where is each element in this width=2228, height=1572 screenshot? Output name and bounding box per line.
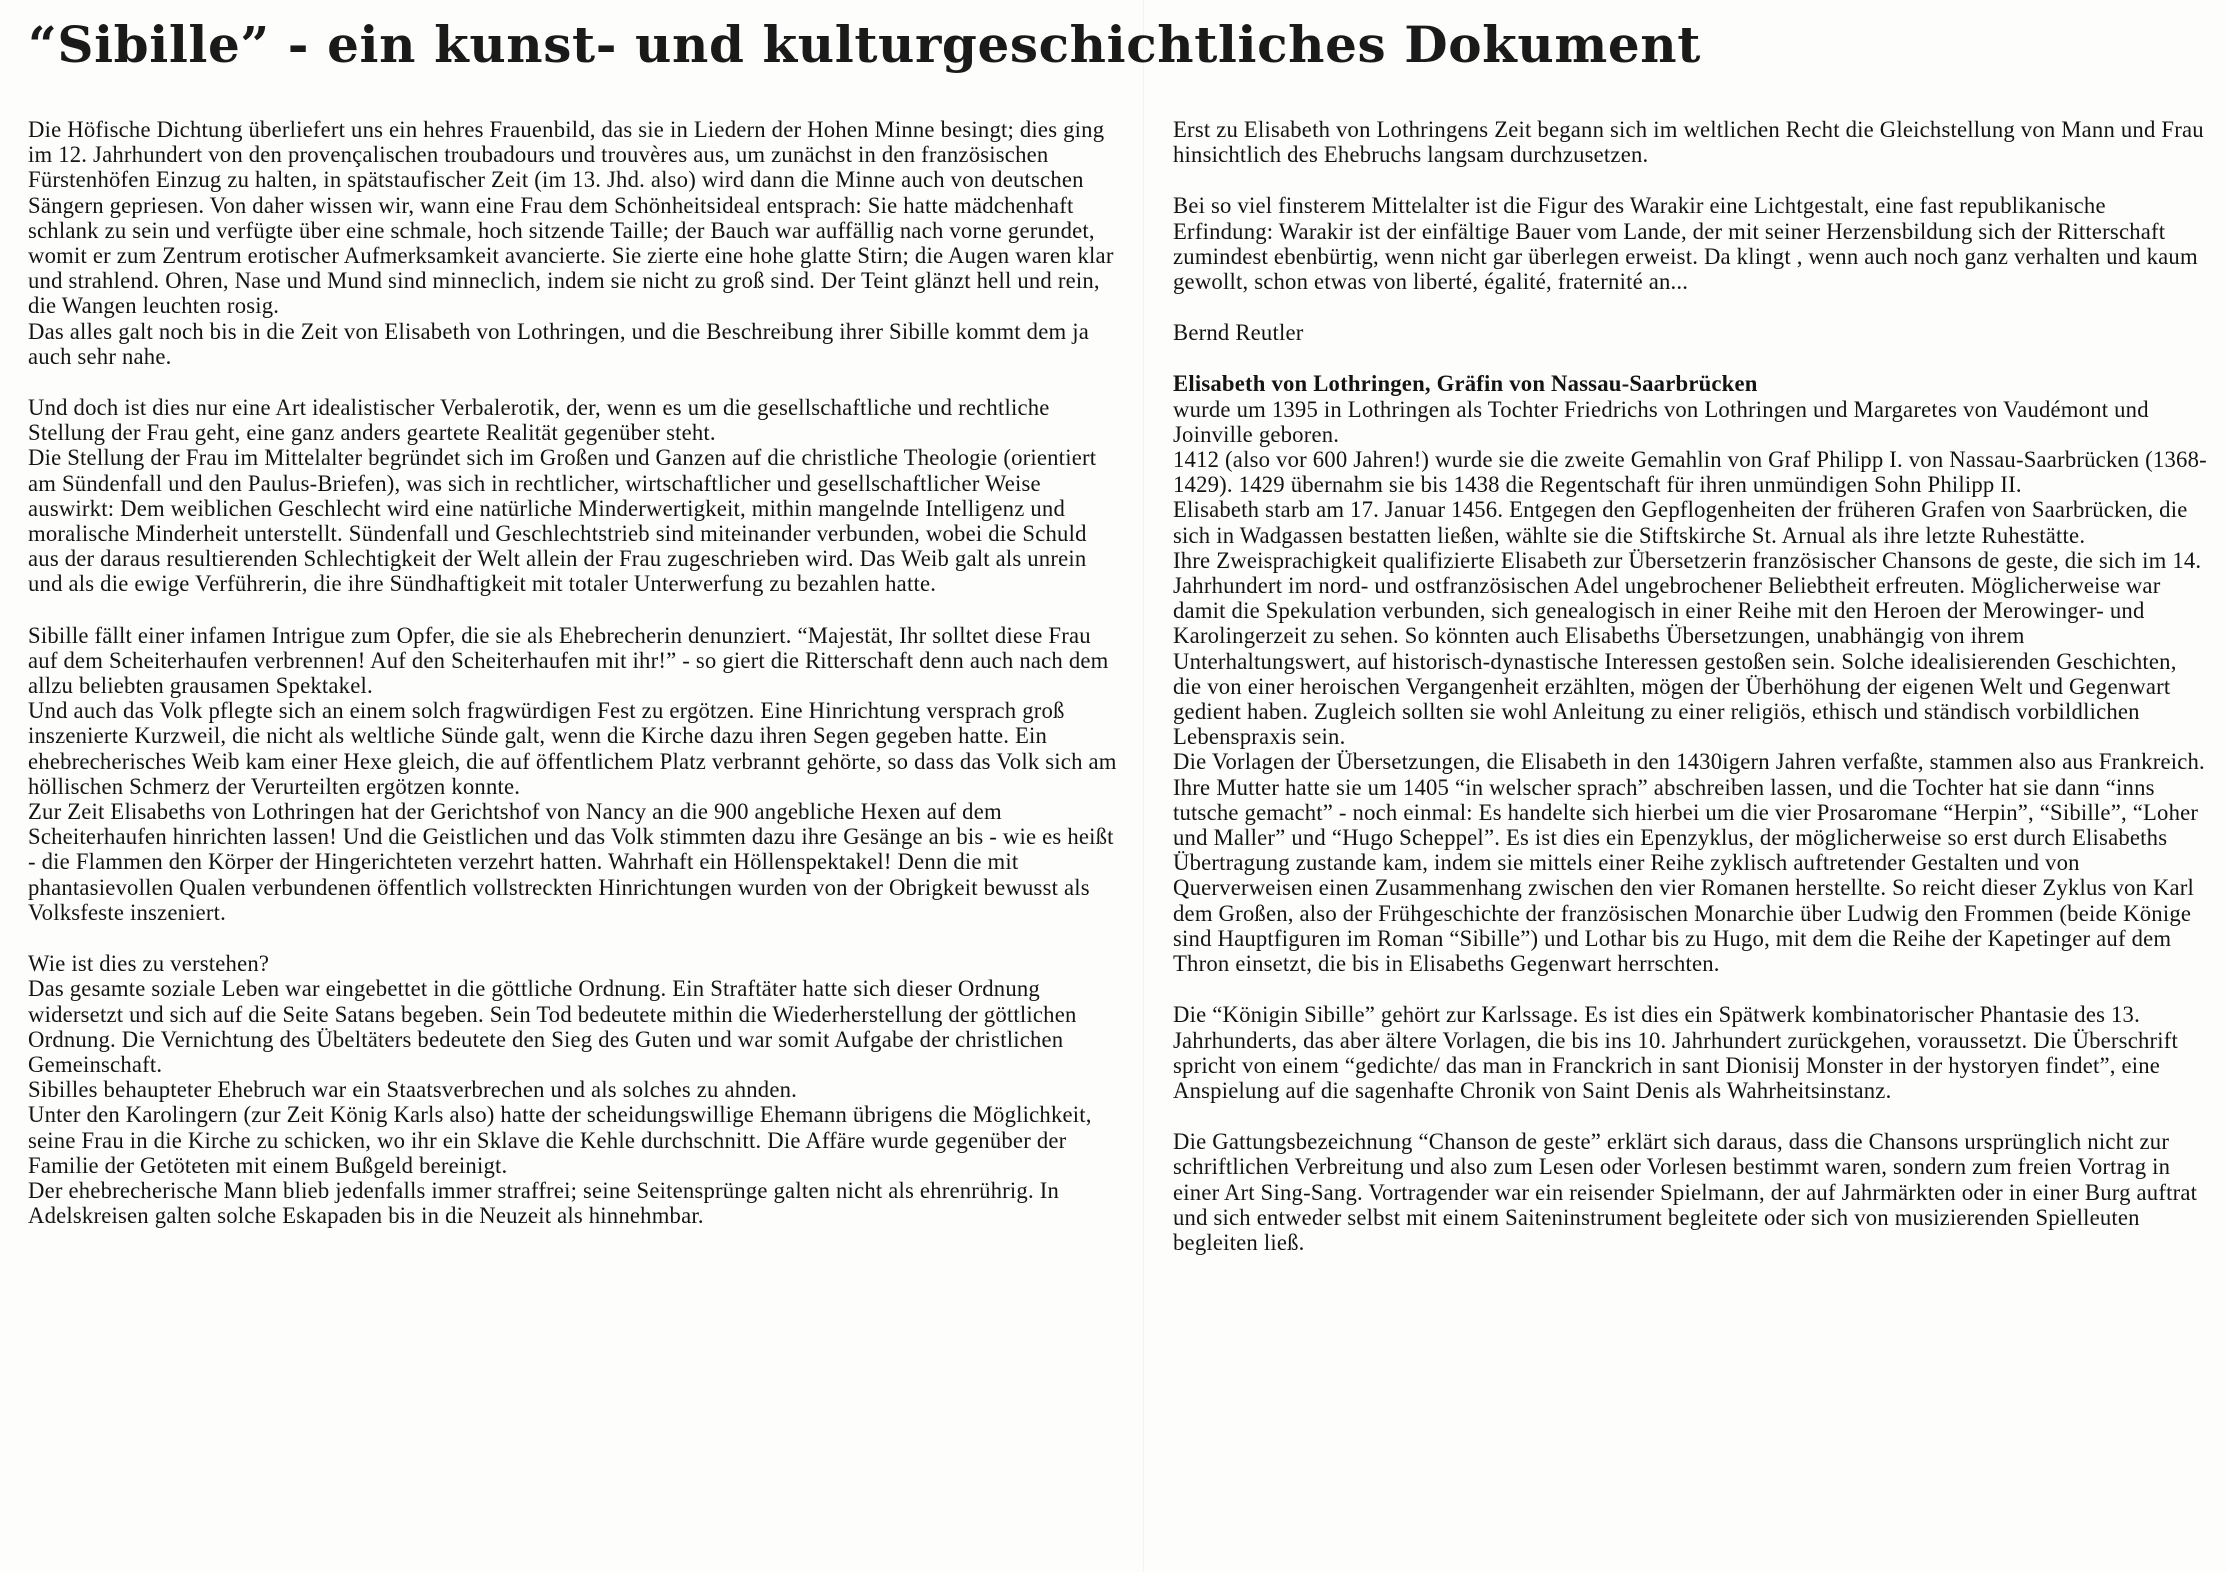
paragraph: Bernd Reutler bbox=[1173, 320, 1304, 346]
paragraph: Und auch das Volk pflegte sich an einem solch fragwürdigen Fest zu ergötzen. Eine Hinrichtung versprach groß inszenierte Kurzweil, die nicht als weltliche Sünde galt, wenn die Kirche dazu ihren Segen gegeben hatte. Ein ehebrecherisches Weib kam einer Hexe gleich, die auf öffentlichem Platz verbrannt gehörte, so dass das Volk sich am höllischen Schmerz der Verurteilten ergötzen konnte. bbox=[28, 698, 1117, 799]
paragraph: 1412 (also vor 600 Jahren!) wurde sie die zweite Gemahlin von Graf Philipp I. von Nassau-Saarbrücken (1368-1429). 1429 übernahm sie bis 1438 die Regentschaft für ihren unmündigen Sohn Philipp II. bbox=[1173, 447, 2207, 498]
paragraph: Unter den Karolingern (zur Zeit König Karls also) hatte der scheidungswillige Ehemann übrigens die Möglichkeit, seine Frau in die Kirche zu schicken, wo ihr ein Sklave die Kehle durchschnitt. Die Affäre wurde gegenüber der Familie der Getöteten mit einem Bußgeld bereinigt. bbox=[28, 1102, 1092, 1178]
paragraph: Erst zu Elisabeth von Lothringens Zeit begann sich im weltlichen Recht die Gleichstellung von Mann und Frau hinsichtlich des Ehebruchs langsam durchzusetzen. bbox=[1173, 117, 2204, 168]
paragraph: Der ehebrecherische Mann blieb jedenfalls immer straffrei; seine Seitensprünge galten nicht als ehrenrührig. In Adelskreisen galten solche Eskapaden bis in die Neuzeit als hinnehmbar. bbox=[28, 1177, 1059, 1229]
right-column bbox=[1173, 117, 2208, 1557]
paragraph: Die Höfische Dichtung überliefert uns ein hehres Frauenbild, das sie in Liedern der Hohen Minne besingt; dies ging im 12. Jahrhundert von den provençalischen troubadours und trouvères aus, um zunächst in den französischen Fürstenhöfen Einzug zu halten, in spätstaufischer Zeit (im 13. Jhd. also) wird dann die Minne auch von deutschen Sängern gepriesen. Von daher wissen wir, wann eine Frau dem Schönheitsideal entsprach: Sie hatte mädchenhaft schlank zu sein und verfügte über eine schmale, hoch sitzende Taille; der Bauch war auffällig nach vorne gerundet, womit er zum Zentrum erotischer Aufmerksamkeit avancierte. Sie zierte eine hohe glatte Stirn; die Augen waren klar und strahlend. Ohren, Nase und Mund sind minneclich, indem sie nicht zu groß sind. Der Teint glänzt hell und rein, die Wangen leuchten rosig. bbox=[28, 117, 1114, 319]
paragraph: wurde um 1395 in Lothringen als Tochter Friedrichs von Lothringen und Margaretes von Vaudémont und Joinville geboren. bbox=[1173, 396, 2149, 447]
paragraph: Das alles galt noch bis in die Zeit von Elisabeth von Lothringen, und die Beschreibung ihrer Sibille kommt dem ja auch sehr nahe. bbox=[28, 318, 1089, 369]
paragraph: Die “Königin Sibille” gehört zur Karlssage. Es ist dies ein Spätwerk kombinatorischer Phantasie des 13. Jahrhunderts, das aber ältere Vorlagen, die bis ins 10. Jahrhundert zurückgehen, voraussetzt. Die Überschrift spricht von einem “gedichte/ das man in Franckrich in sant Dionisij Monster in der hystoryen findet”, eine Anspielung auf die sagenhafte Chronik von Saint Denis als Wahrheitsinstanz. bbox=[1173, 1002, 2179, 1103]
paragraph: Elisabeth von Lothringen, Gräfin von Nassau-Saarbrücken bbox=[1173, 371, 1758, 397]
paragraph: Sibilles behaupteter Ehebruch war ein Staatsverbrechen und als solches zu ahnden. bbox=[28, 1077, 798, 1103]
paragraph: Die Gattungsbezeichnung “Chanson de geste” erklärt sich daraus, dass die Chansons ursprünglich nicht zur schriftlichen Verbreitung und also zum Lesen oder Vorlesen bestimmt waren, sondern zum freien Vortrag in einer Art Sing-Sang. Vortragender war ein reisender Spielmann, der auf Jahrmärkten oder in einer Burg auftrat und sich entweder selbst mit einem Saiteninstrument begleitete oder sich von musizierenden Spielleuten begleiten ließ. bbox=[1173, 1129, 2198, 1255]
paragraph: Die Stellung der Frau im Mittelalter begründet sich im Großen und Ganzen auf die christliche Theologie (orientiert am Sündenfall und den Paulus-Briefen), was sich in rechtlicher, wirtschaftlicher und gesellschaftlicher Weise auswirkt: Dem weiblichen Geschlecht wird eine natürliche Minderwertigkeit, mithin mangelnde Intelligenz und moralische Minderheit unterstellt. Sündenfall und Geschlechtstrieb sind miteinander verbunden, wobei die Schuld aus der daraus resultierenden Schlechtigkeit der Welt allein der Frau zugeschrieben wird. Das Weib galt als unrein und als die ewige Verführerin, die ihre Sündhaftigkeit mit totaler Unterwerfung zu bezahlen hatte. bbox=[28, 445, 1097, 597]
paragraph: Wie ist dies zu verstehen? bbox=[28, 951, 270, 977]
paragraph: Elisabeth starb am 17. Januar 1456. Entgegen den Gepflogenheiten der früheren Grafen von Saarbrücken, die sich in Wadgassen bestatten ließen, wählte sie die Stiftskirche St. Arnual als ihre letzte Ruhestätte. bbox=[1173, 497, 2188, 548]
paragraph: Bei so viel finsterem Mittelalter ist die Figur des Warakir eine Lichtgestalt, eine fast republikanische Erfindung: Warakir ist der einfältige Bauer vom Lande, der mit seiner Herzensbildung sich der Ritterschaft zumindest ebenbürtig, wenn nicht gar überlegen erweist. Da klingt , wenn auch noch ganz verhalten und kaum gewollt, schon etwas von liberté, égalité, fraternité an... bbox=[1173, 193, 2198, 295]
paragraph: Sibille fällt einer infamen Intrigue zum Opfer, die sie als Ehebrecherin denunziert. “Majestät, Ihr solltet diese Frau auf dem Scheiterhaufen verbrennen! Auf den Scheiterhaufen mit ihr!” - so giert die Ritterschaft denn auch nach dem allzu beliebten grausamen Spektakel. bbox=[28, 622, 1109, 699]
paragraph: Die Vorlagen der Übersetzungen, die Elisabeth in den 1430igern Jahren verfaßte, stammen also aus Frankreich. Ihre Mutter hatte sie um 1405 “in welscher sprach” abschreiben lassen, und die Tochter hat sie dann “inns tutsche gemacht” - noch einmal: Es handelte sich hierbei um die vier Prosaromane “Herpin”, “Sibille”, “Loher und Maller” und “Hugo Scheppel”. Es ist dies ein Epenzyklus, der möglicherweise so erst durch Elisabeths Übertragung zustande kam, indem sie mittels einer Reihe zyklisch auftretender Gestalten und von Querverweisen einen Zusammenhang zwischen den vier Romanen herstellte. So reicht dieser Zyklus von Karl dem Großen, also der Frühgeschichte der französischen Monarchie über Ludwig den Frommen (beide Könige sind Hauptfiguren im Roman “Sibille”) und Lothar bis zu Hugo, mit dem die Reihe der Kapetinger auf dem Thron einsetzt, die bis in Elisabeths Gegenwart herrschten. bbox=[1173, 749, 2205, 977]
page-fold bbox=[1143, 0, 1144, 1572]
paragraph: Zur Zeit Elisabeths von Lothringen hat der Gerichtshof von Nancy an die 900 angebliche Hexen auf dem Scheiterhaufen hinrichten lassen! Und die Geistlichen und das Volk stimmten dazu ihre Gesänge an bis - wie es heißt - die Flammen den Körper der Hingerichteten verzehrt hatten. Wahrhaft ein Höllenspektakel! Denn die mit phantasievollen Qualen verbundenen öffentlich vollstreckten Hinrichtungen wurden von der Obrigkeit bewusst als Volksfeste inszeniert. bbox=[28, 799, 1114, 925]
paragraph: Ihre Zweisprachigkeit qualifizierte Elisabeth zur Übersetzerin französischer Chansons de geste, die sich im 14. Jahrhundert im nord- und ostfranzösischen Adel ungebrochener Beliebtheit erfreuten. Möglicherweise war damit die Spekulation verbunden, sich genealogisch in einer Reihe mit den Heroen der Merowinger- und Karolingerzeit zu sehen. So könnten auch Elisabeths Übersetzungen, unabhängig von ihrem Unterhaltungswert, auf historisch-dynastische Interessen gestoßen sein. Solche idealisierenden Geschichten, die von einer heroischen Vergangenheit erzählten, mögen der Überhöhung der eigenen Welt und Gegenwart gedient haben. Zugleich sollten sie wohl Anleitung zu einer religiös, ethisch und ständisch vorbildlichen Lebenspraxis sein. bbox=[1173, 547, 2202, 750]
paragraph: Und doch ist dies nur eine Art idealistischer Verbalerotik, der, wenn es um die gesellschaftliche und rechtliche Stellung der Frau geht, eine ganz anders geartete Realität gegenüber steht. bbox=[28, 395, 1050, 446]
left-column bbox=[28, 117, 1118, 1557]
paragraph: Das gesamte soziale Leben war eingebettet in die göttliche Ordnung. Ein Straftäter hatte sich dieser Ordnung widersetzt und sich auf die Seite Satans begeben. Sein Tod bedeutete mithin die Wiederherstellung der göttlichen Ordnung. Die Vernichtung des Übeltäters bedeutete den Sieg des Guten und war somit Aufgabe der christlichen Gemeinschaft. bbox=[28, 976, 1077, 1077]
document-title: “Sibille” - ein kunst- und kulturgeschichtliches Dokument bbox=[28, 15, 1701, 74]
